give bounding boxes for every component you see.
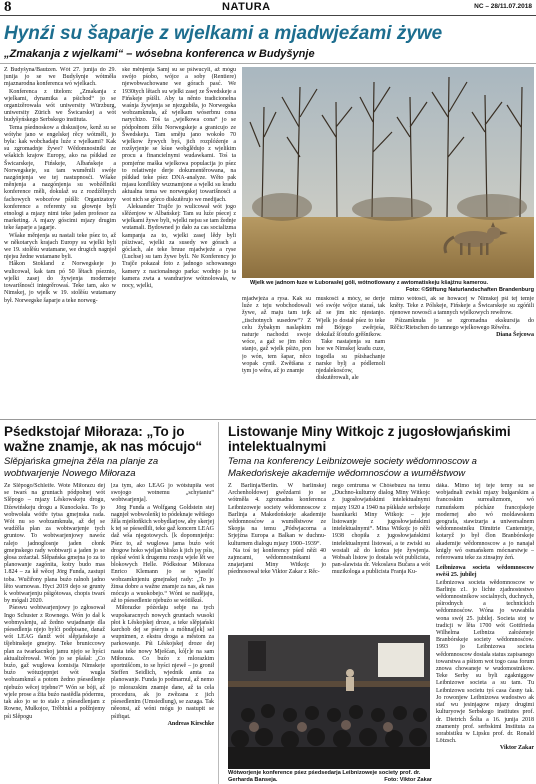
photo-credit: Foto: ©Stiftung Naturlandschaften Brandenburg	[405, 286, 534, 293]
paragraph: Håkon Stokland z Norwegskeje jo wulicował, kak tam pó 50 lětach pśeznio, wjelki zasej do žywjenja moderneje towarišnosći integrěrowaś. Teke tam, ako w Nimskej, jo wjelk w 19. stolěśu wutamany był. Norwegske šaparje a teke norweg-	[4, 261, 116, 304]
author: Andreas Kirschke	[167, 720, 214, 727]
caption-text: Wótworjenje konference pśez pśedsedarja Leibnizoweje society prof. dr. Gerharda Banseja.	[228, 770, 421, 783]
subheading: Leibnizowa societa wědomnoscow swěśi 25. jubilej	[436, 565, 534, 579]
article3-column-3	[436, 483, 534, 783]
paragraph: Wšake měnjenja su nastali teke pśez to, až w někotarych krajach Europy su wjelki byli we 19. stolěśu wutamane, we drugich nagnjeł njejsu žedne wutamane byli.	[4, 232, 116, 261]
author: Viktor Zakar	[499, 745, 534, 752]
article2-title: Pśedkstojaŕ Miłoraza: „To jo wažne znamje, ak nas mócujo“	[4, 424, 203, 454]
header-rule	[0, 15, 536, 16]
article3-column-2	[332, 483, 430, 631]
paragraph: ske měnjenja Samj su se pśiwucyli, až mógu swójo pśobo, wójce a soby (Rentiere) njewobwachowane we górach pasć. We 1930tych lětach su wjelki zasej ze Šwedskeje a Fińskeje pśišli. Aby ta něnto tradicionelna waśnja žywjenja se njezgubiła, jo Norwegska wobzamknuła, až wjelkam wóserbnu cona narychizo. Toś ta „wjelkowa cona“ jo se pódpołnom źělu Norwegskeje a granicujo ze Šwedskeju. Tam směju jano wokoło 70 wjelkow žywych byś, jich rozplóźenje a rozšyrjenje se kśue wobglědujo z wjelikim procu a financielnymi wudawkami. Toś ta pomjeŕne maška wjelkowa populacija jo pśez to relatiwnje derje dokumentěrowana, na pśikład teke pśez DNA-analyze. Wěto pak mjasu konflikty wuznamjone a wjelki su kradu aktualna tema we norwegskej towarišnosći a wot nich se górco diskutěrujo we medijach.	[122, 67, 236, 203]
wolf-photo-caption	[250, 280, 534, 294]
section-title: NATURA	[222, 1, 271, 13]
paragraph: nego centruma w Chóśebuzu na temu „Duchno-kulturny dialog Miny Witkojc z jugosłowjańskimi intelektualnymi mjazy 1920 a 1940 na pśikłaźe serbskeje basnikarki Miny Witkojc – jeje listowanje z jugosłowjańskimi intelektualnymi“. Mina Witkojc jo něži 1938 chopiła z jugosłowjańskimi intelektualnymi listowaś, a te zwiski su wostali až do końca jeje žywjenja. Wobsah listow jo dostała wót publicista, pan-slawista dr. Vekoslava Bučara a wót muzikologa a publicista Franja Ku-	[332, 483, 430, 576]
conference-photo-caption	[228, 770, 432, 783]
article1-rule	[0, 63, 536, 64]
article1-subtitle: „Zmakanja z wjelkami“ – wósebna konferenca w Budyšynje	[4, 48, 315, 60]
paragraph: dáka. Mimo tej teje temy su se wobjadnali zwiski mjazy bulgarskim a francoskim surrealizmom, wó rumuńskem pócháze francojskeje modernej abo wó moldawskem geografa, stawizarja a uniwersalnem wědomnostniku Dimitrie Cantemirje, kotaryž jo był člon Branbórskeje akademije wědomnoscow a jo nanajał knigly wó osmańskem mócnarstwje – referowanu teke za zinsajny źeń.	[436, 483, 534, 562]
section-rule	[0, 419, 536, 420]
article2-column-1	[4, 483, 105, 783]
paragraph: mjadwjeźa a rysa. Kak su luźe z teju wobchodowali žywe, až maju tam tejk „tischotnych susedow“? Z celu žybakym naslapkim naturje nachodzi swoje wóce, a gaž se jim něco stanjo, gaž wjelk pśiżo, pon jo wón, tem šapar, něco wopak cynił. Zwětšana z tym jo wěra, až jo znamje	[242, 296, 311, 375]
paragraph: mimo wótosći, ak se howacej w Nimskej pśi tej temje kněty. Teke z Pólskeje, Fińskeje a Šwicarskeje su zgóńili njenowe nowosći a tamnych wjelkowych rewěrow.	[390, 296, 534, 317]
paragraph: Na toś tej konferency pśed něźi 40 zajmcami, wědomnostnikami a znajarjami Miny Witkojc jo pśednosował teke Viktor Zakar z Rěc-	[228, 547, 326, 576]
article3-column-1	[228, 483, 326, 631]
article3-title: Listowanje Miny Witkojc z jugosłowjańskimi intelektualnymi	[228, 424, 511, 454]
paragraph: Miłorazke późedaju sebje na tych wupokaracnych nowych gruntach wusoki płot k Lěskojskej droze, a teke slěpjański karchob dej se pśeryis a móhnaj[ek] sel wupnimen, z ekstra droga a městom za parkowanje. Pśi Lěskojskej droze dej nasta teke nowy Mješćan, kó[r]e na sam Miłoraza. Co buźo z mlorazkim sportnišćom, to se hyści njewě – jo gronił Steffen Seidlich, wjednik amta za planowanje. Funda jo podmarnul, až nemo jo mlorazskim znamje dane, až ta cela procedura, ak jo zwězana z jich pśesedlenim (Umsiedlung), se zazaga. Tak něeonsi, až wóni mógu jo nastupit se pśifiqat.	[111, 605, 214, 720]
article2-subtitle: Slěpjańska gmejna žěla na planje za wobtwarjenje Nowego Miłoraza	[4, 456, 159, 479]
paragraph: muskosći a mócy, se derje wó swóje wójce staraś, tak až se jim nic njestanjo. Wjelk jo dostał pśez to teke mě Bójego zwěrjeśa, dokulaž šťotufo grěšnikow.	[316, 296, 385, 339]
paragraph: Z Budyšyna/Bautzen. Wót 27. junija do 29. junija jo se we Budyšynje wótměła mjaznarodna konferenca wó wjelkach.	[4, 67, 116, 88]
paragraph: Aleksander Trajče jo wulicował wót jogo slěźenjow w Albańskej: Tam su luźe pśecej z wjelkami žywe byli, wjelki nejsu se tam žednje wutamali. Bydowned jo dało za cas socializma kampanja za to, wjelki zasej lědy byli pśiziwać, wjelki za susedy we górach a góclach, ale teke bruue mjadwjeźe a ryse (Luchse) su tam žywe byli. Ne Konferency jo Trajče pokazał foto z jadnogo schowanego kamery z nacionalnego parka: wodnjo jo ta kamera zwta a wandrarjow wótnolowała, w nocy, wjelki,	[122, 203, 236, 290]
article1-title: Hynźi su šaparje z wjelkami a mjadwjeźami żywe	[4, 23, 443, 44]
paragraph: Pśeswu wobtwarjenjowy jo zgłosował Ingo Schuster z Rownego. Wón jo dał k wobmyslenju, až žedno wujadnanje dla pśesedlenja njejo bylći podpisane, danaž wót LEAG daniž wót slěpjańskeje a tšjebinskeje gmejny. Teke bruniccowy plan za twarkacnkoj jamu njejo se hyści aktualizěrował. Wón jo se pšašał: „Co buźo, gaž wuglowa komisija Nimskeje buźo wótuzjepnjet wót wugla wobzamknuš a potom žedno pśesedlenje njebuźo wěcej trjebne?“ Wón se bóji, až wjele prose a žita buźo nastědla pódermu, tak ako jo se to stalo z pśesedlenjam z Rowne, Mułkojce, Trěbinki a połžnjemy pśi Slěpogu	[4, 605, 105, 720]
article1-column-1	[4, 67, 116, 417]
author: Diana Šejcowa	[496, 332, 534, 339]
article1-column-2	[122, 67, 236, 417]
wolf-photo	[242, 67, 534, 278]
page-header	[0, 0, 536, 14]
article1-column-4	[316, 296, 385, 416]
paragraph: Jörg Funda a Wolfgang Goldstein stej nagnjeł wobwoleńkj to pódeknaje wětšego žěla mještoňkich wobydlarjow, aby skerjej k tej se pśesedlili, teke gaž koncern LEAG daž wša njegotowych. [k dopomnjeńju: Pśez to, až wuglowa jama buźo wót drogow hoko wjeljan blisko k jich jsy pśis, njeksé wóni k drugemu rozsju wjele lět we blokowych Helle. Pódkstoar Miłoraza Enrico Klemann jo se wjaseliť wobzamknjeniu gmejnskej rady: „To jo žinsa dobre a wažne znamje za nas, ak nas mócujo a wuokobejo.“ Wóni se nadějaju, až to pśesedlenie njebuźo se wótiškuś.	[111, 504, 214, 605]
conference-photo	[228, 635, 430, 769]
paragraph: Tema pśednoskow a diskusijow, kenž su se wótyhe jano w engelskej rěcy wótměli, jo była: kak wobchadaju luźe z wjelkami? Kak su zgromadnje žywe? Wědomnostniki ze wšakich krajow Europy, ako na pśikład ze Šwicarskeje, Fińskeje, Albańskeje a Norwegskeje, su tam wuměnili swóje nazgónjenja we tej nastupnosći. Wšake měnjenja a nazgónjenja su wobźělniki konference měli, dokulaž su z rozdźělnych fachowych wobceŕow pśišli: Organizatory konference a referenty su głownje byli etnologi a mjazy nimi teke jaden profesor za marketing. A mjazy góscimi mjazy drugim teke šaparje a jagarje.	[4, 124, 116, 232]
paragraph: Z Barlinja/Berlin. W barlinskej Archenholdowej gwězdarni jo se wótměła 4. zgromadna konferenca Leibnizoweje society wědomnoscow z Barlinja a Makedońskeje akademije wědomnosćow a wuměłstwow ze Skopja na temu „Pódwjacorna a Srjejźna Europa a Balkan w duchnu-kulturnem dialogu mjazy 1900–1939“.	[228, 483, 326, 547]
article1-column-3	[242, 296, 311, 416]
article2-column-2	[111, 483, 214, 783]
paragraph: Leibnizowa societa wědomnoscow w Barlinju z1. jo lichte zjadnostestwo wědomnostnikow socialnych, duchnych, pśirodnych a technickich wědomnosćow. Wóna jo wuwabiła wona swój 25. jubilej. Societa stoj w tradicji w lěta 1700 wót Gottfrieda Wilhelma Leibniza załoźeneje Branbórskeje society wědomnosćow. 1993 jo Leibnizowa societa wědomnoscow dostała status zapisanego towarstwa a pśitom wot togo casa forum znowa chowaneje w wudomostnikow. Teke Serby su byli zgakniggow Leibnizowe societa a su tam. Tu Leibnizowu societu tyś casa časny tak. Jo rowonjew Leibnizowa wudostwo ak stať wu jesinjagow mjazy drugimi kulturyowje Serbskego institutes prof. dr. Dietrich Šolta a 16. junija 2018 znamenty prof. serbskimi Instituta za sorabistiku w Lipsku prof. dr. Ronald Lötzsch.	[436, 579, 534, 745]
paragraph: [za tym, ako LEAG jo wótstupiła wot swojogo wotnemu „schytaniu“ wobtwarjenja].	[111, 483, 214, 504]
paragraph: Konferenca z titelom: „Zmakanja z wjelkami, dynamika a pśichod“ jo se organizěrowała wót uniwersity Würzburg, uniwersity Zürich we Šwicarskej a wót budyšyńskego Serbskego instituta.	[4, 88, 116, 124]
paragraph: Take nastajenja su nam hoe we Nimskej kradu cuze, togodla su pśishachanje narske bylj a pódlemoli njedalekosćow, diskutěrowali, ale	[316, 339, 385, 382]
article1-column-5	[390, 296, 534, 416]
page-number: 8	[4, 0, 12, 15]
paragraph: Pśizamknuła jo se zgromadna ekskursija do Rěčic/Rietschen do tamnego wjelkowego Rěwěra.	[390, 317, 534, 331]
photo-credit: Foto: Viktor Zakar	[384, 776, 432, 783]
column-separator	[218, 422, 219, 784]
article3-subtitle: Tema na konferency Leibnizoweje society wědomnoscow a Makedońskeje akademije wědomnosćow a wuměłstwow	[228, 456, 477, 479]
caption-text: Wjelk we jadnom łuze w Łuborasłej góli, wótnotlowany z awtomatiskeju kšajźnu kamerou.	[250, 280, 489, 286]
paragraph: Ze Slěpogo/Schleife. Wote Miłorazu dej se twarś na gruntach pódpołnej wót Slěpogo – mjazy Lěskowskeju drogu, Dźewińskeju drogu a Kunocksku. To jo wobwołała wótře tytsa gmejnska rada. Wót nu so wobzamknuła, až dej se wudźěla plan za wobtwarjenje tych gruntow. To wobtwarjenjowy nawóz ralejo jadnoglosnje jaden cłonk gmejnskego rady wobtwarji a jaden jo se głosa zeźarżał. Slěpańska gmejna jo za to planowanje zagónita, kotry budo mas 1.824 – za kě wěcej Jörg Funda, zastupi toba. Wučiřony plana buźo ralnoh jadno lěto warnowas. Hyci 2019 dejo se grunty k wobtwarjenju pśigótowas, chopis twarś by mógali 2020.	[4, 483, 105, 605]
issue-info: NC – 28/11.07.2018	[474, 3, 532, 10]
